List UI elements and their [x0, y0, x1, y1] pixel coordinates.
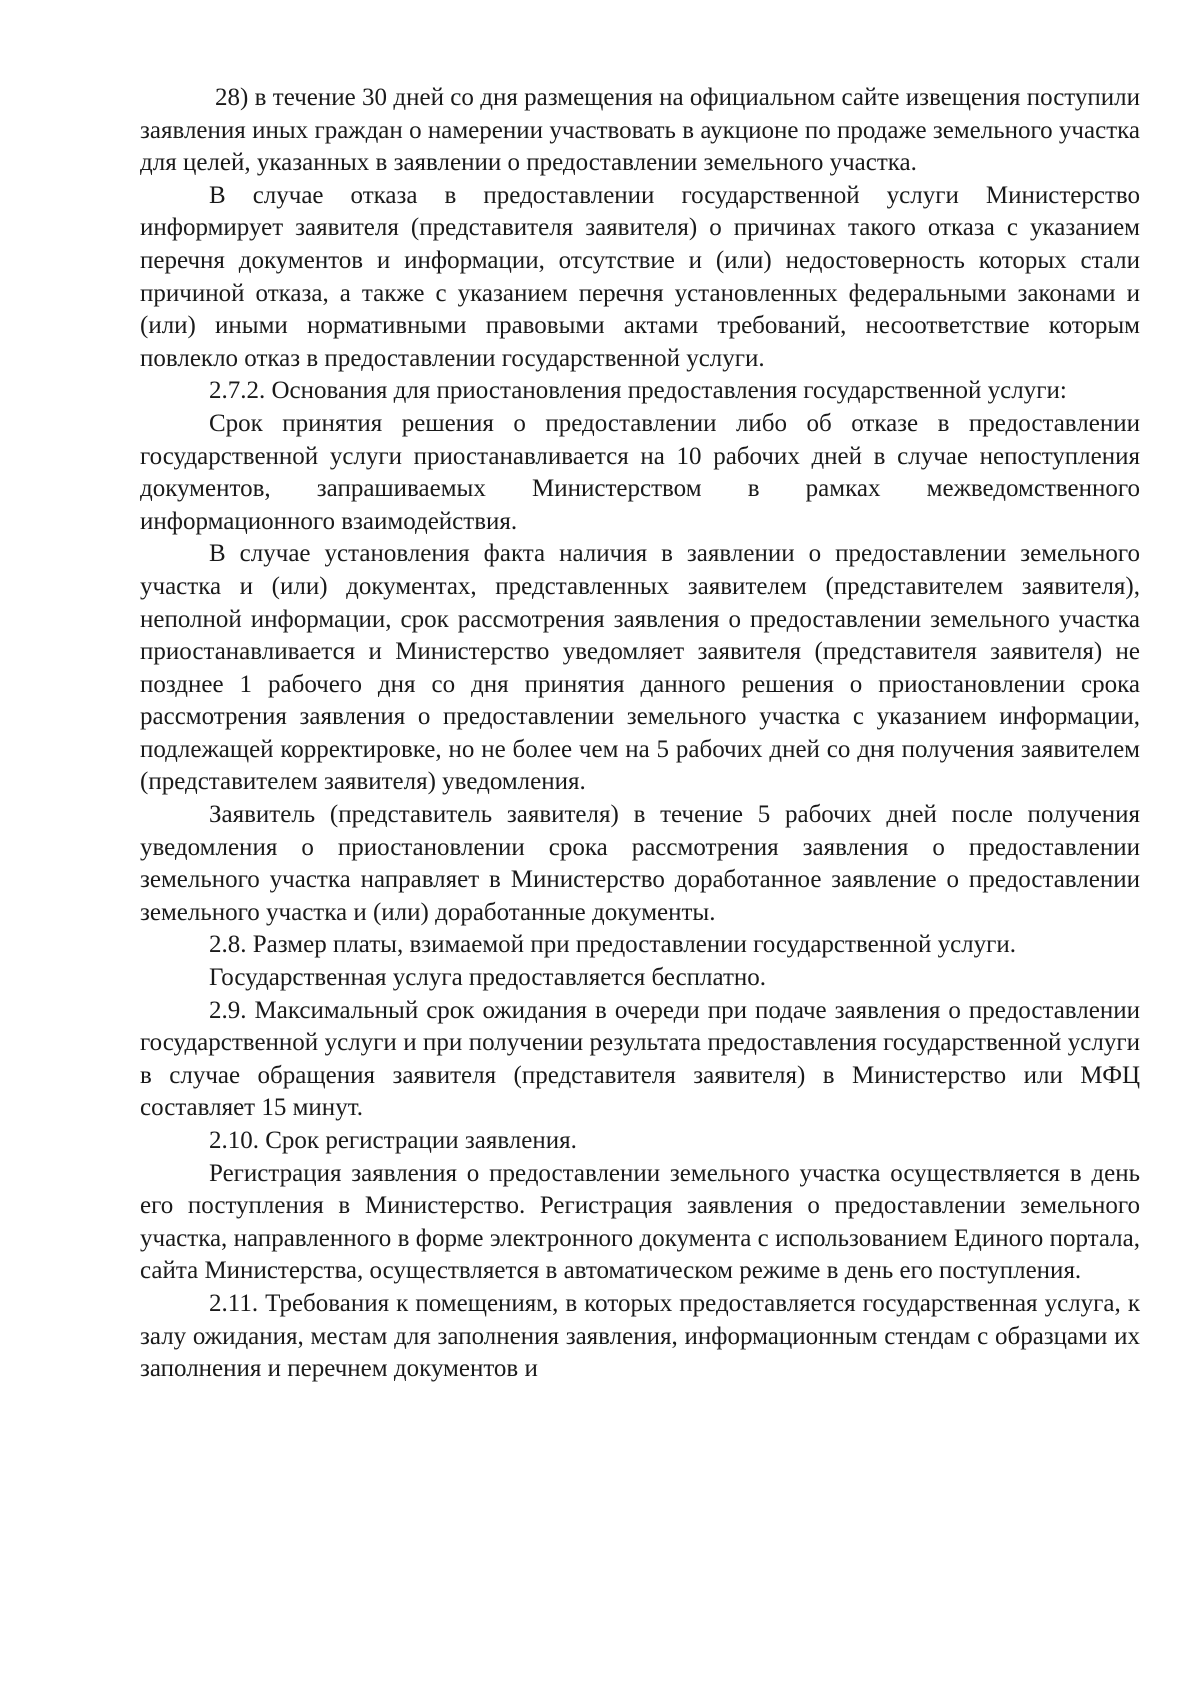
paragraph-item-28: 28) в течение 30 дней со дня размещения на официальном сайте извещения поступили заявления иных граждан о намерении участвовать в аукционе по продаже земельного участка для целей, указанных в заявлении о предоставлении земельного участка.: [140, 84, 1140, 177]
paragraph-applicant-revision: Заявитель (представитель заявителя) в течение 5 рабочих дней после получения уведомления о приостановлении срока рассмотрения заявления о предоставлении земельного участка направляет в Министерство доработанное заявление о предоставлении земельного участка и (или) доработанные документы.: [140, 801, 1140, 926]
section-2-9-paragraph: 2.9. Максимальный срок ожидания в очереди при подаче заявления о предоставлении государственной услуги и при получении результата предоставления государственной услуги в случае обращения заявителя (представителя заявителя) в Министерство или МФЦ составляет 15 минут.: [140, 996, 1140, 1122]
document-page: [140, 82, 1140, 1386]
paragraph-registration: Регистрация заявления о предоставлении земельного участка осуществляется в день его поступления в Министерство. Регистрация заявления о предоставлении земельного участка, направленного в форме электронного документа с использованием Единого портала, сайта Министерства, осуществляется в автоматическом режиме в день его поступления.: [140, 1159, 1140, 1285]
section-2-11-paragraph: 2.11. Требования к помещениям, в которых предоставляется государственная услуга, к залу ожидания, местам для заполнения заявления, информационным стендам с образцами их заполнения и перечнем документов и: [140, 1289, 1140, 1383]
section-2-10-heading: 2.10. Срок регистрации заявления.: [209, 1127, 577, 1154]
paragraph-free-service: Государственная услуга предоставляется бесплатно.: [209, 964, 767, 992]
paragraph-incomplete-info: В случае установления факта наличия в заявлении о предоставлении земельного участка и (или) документах, представленных заявителем (представителем заявителя), неполной информации, срок рассмотрения заявления о предоставлении земельного участка приостанавливается и Министерство уведомляет заявителя (представителя заявителя) не позднее 1 рабочего дня со дня принятия данного решения о приостановлении срока рассмотрения заявления о предоставлении земельного участка с указанием информации, подлежащей корректировке, но не более чем на 5 рабочих дней со дня получения заявителем (представителем заявителя) уведомления.: [140, 540, 1140, 796]
section-2-8-heading: 2.8. Размер платы, взимаемой при предоставлении государственной услуги.: [209, 931, 1017, 959]
section-2-7-2-heading: 2.7.2. Основания для приостановления предоставления государственной услуги:: [209, 377, 1067, 405]
paragraph-suspension-10-days: Срок принятия решения о предоставлении либо об отказе в предоставлении государственной услуги приостанавливается на 10 рабочих дней в случае непоступления документов, запрашиваемых Министерством в рамках межведомственного информационного взаимодействия.: [140, 409, 1140, 535]
paragraph-refusal-notice: В случае отказа в предоставлении государственной услуги Министерство информирует заявителя (представителя заявителя) о причинах такого отказа с указанием перечня документов и информации, отсутствие и (или) недостоверность которых стали причиной отказа, а также с указанием перечня установленных федеральными законами и (или) иными нормативными правовыми актами требований, несоответствие которым повлекло отказ в предоставлении государственной услуги.: [140, 181, 1140, 372]
